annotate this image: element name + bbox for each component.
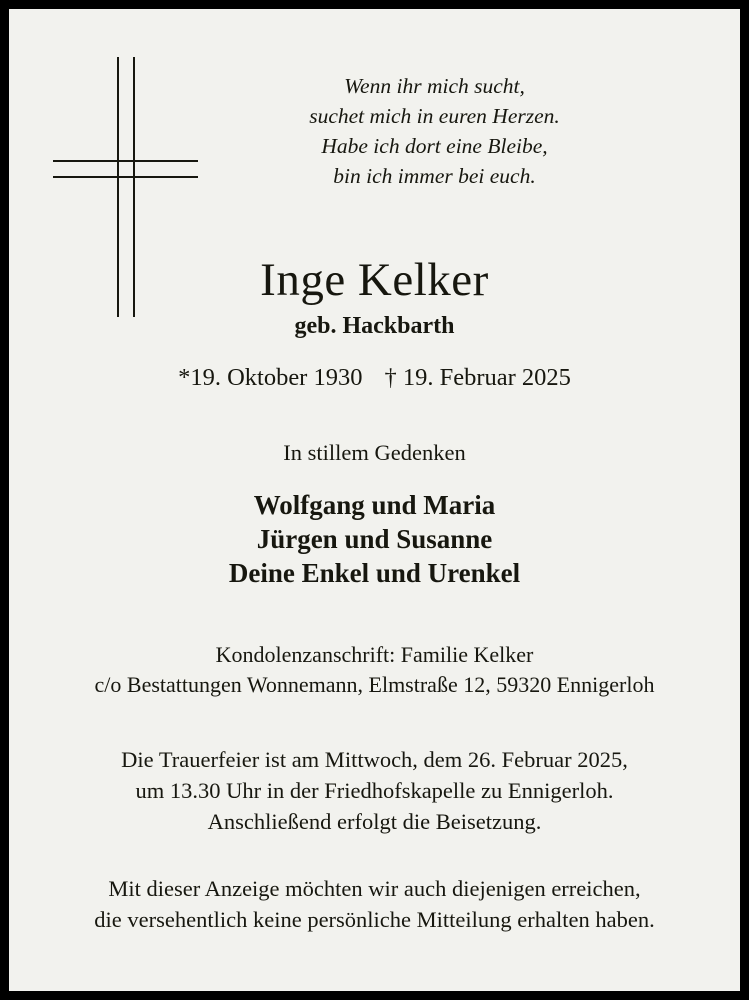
family-line-2: Jürgen und Susanne xyxy=(256,524,493,554)
closing-line-1: Mit dieser Anzeige möchten wir auch diejenigen erreichen, xyxy=(108,876,641,901)
ceremony-details xyxy=(9,744,740,837)
death-date: † 19. Februar 2025 xyxy=(384,364,571,391)
ceremony-line-2: um 13.30 Uhr in der Friedhofskapelle zu Ennigerloh. xyxy=(135,778,614,803)
condolence-line-2: c/o Bestattungen Wonnemann, Elmstraße 12, 59320 Ennigerloh xyxy=(94,672,655,697)
verse-line-4: bin ich immer bei euch. xyxy=(333,164,536,188)
family-line-3: Deine Enkel und Urenkel xyxy=(228,558,521,588)
birth-date: *19. Oktober 1930 xyxy=(178,364,363,391)
life-dates xyxy=(9,364,740,392)
family-block xyxy=(9,488,740,590)
closing-note xyxy=(9,873,740,935)
condolence-line-1: Kondolenzanschrift: Familie Kelker xyxy=(215,642,534,667)
verse-line-1: Wenn ihr mich sucht, xyxy=(344,74,525,98)
ceremony-line-1: Die Trauerfeier ist am Mittwoch, dem 26. Februar 2025, xyxy=(121,747,628,772)
memory-line: In stillem Gedenken xyxy=(283,440,466,465)
verse-block xyxy=(9,71,740,191)
family-line-1: Wolfgang und Maria xyxy=(253,490,496,520)
deceased-name: Inge Kelker xyxy=(260,254,489,306)
verse-line-2: suchet mich in euren Herzen. xyxy=(309,104,560,128)
maiden-name: geb. Hackbarth xyxy=(294,313,455,339)
closing-line-2: die versehentlich keine persönliche Mitteilung erhalten haben. xyxy=(94,907,655,932)
ceremony-line-3: Anschließend erfolgt die Beisetzung. xyxy=(207,809,542,834)
condolence-address xyxy=(9,640,740,700)
verse-line-3: Habe ich dort eine Bleibe, xyxy=(321,134,548,158)
obituary-card xyxy=(9,9,740,991)
obituary-content xyxy=(9,9,740,935)
